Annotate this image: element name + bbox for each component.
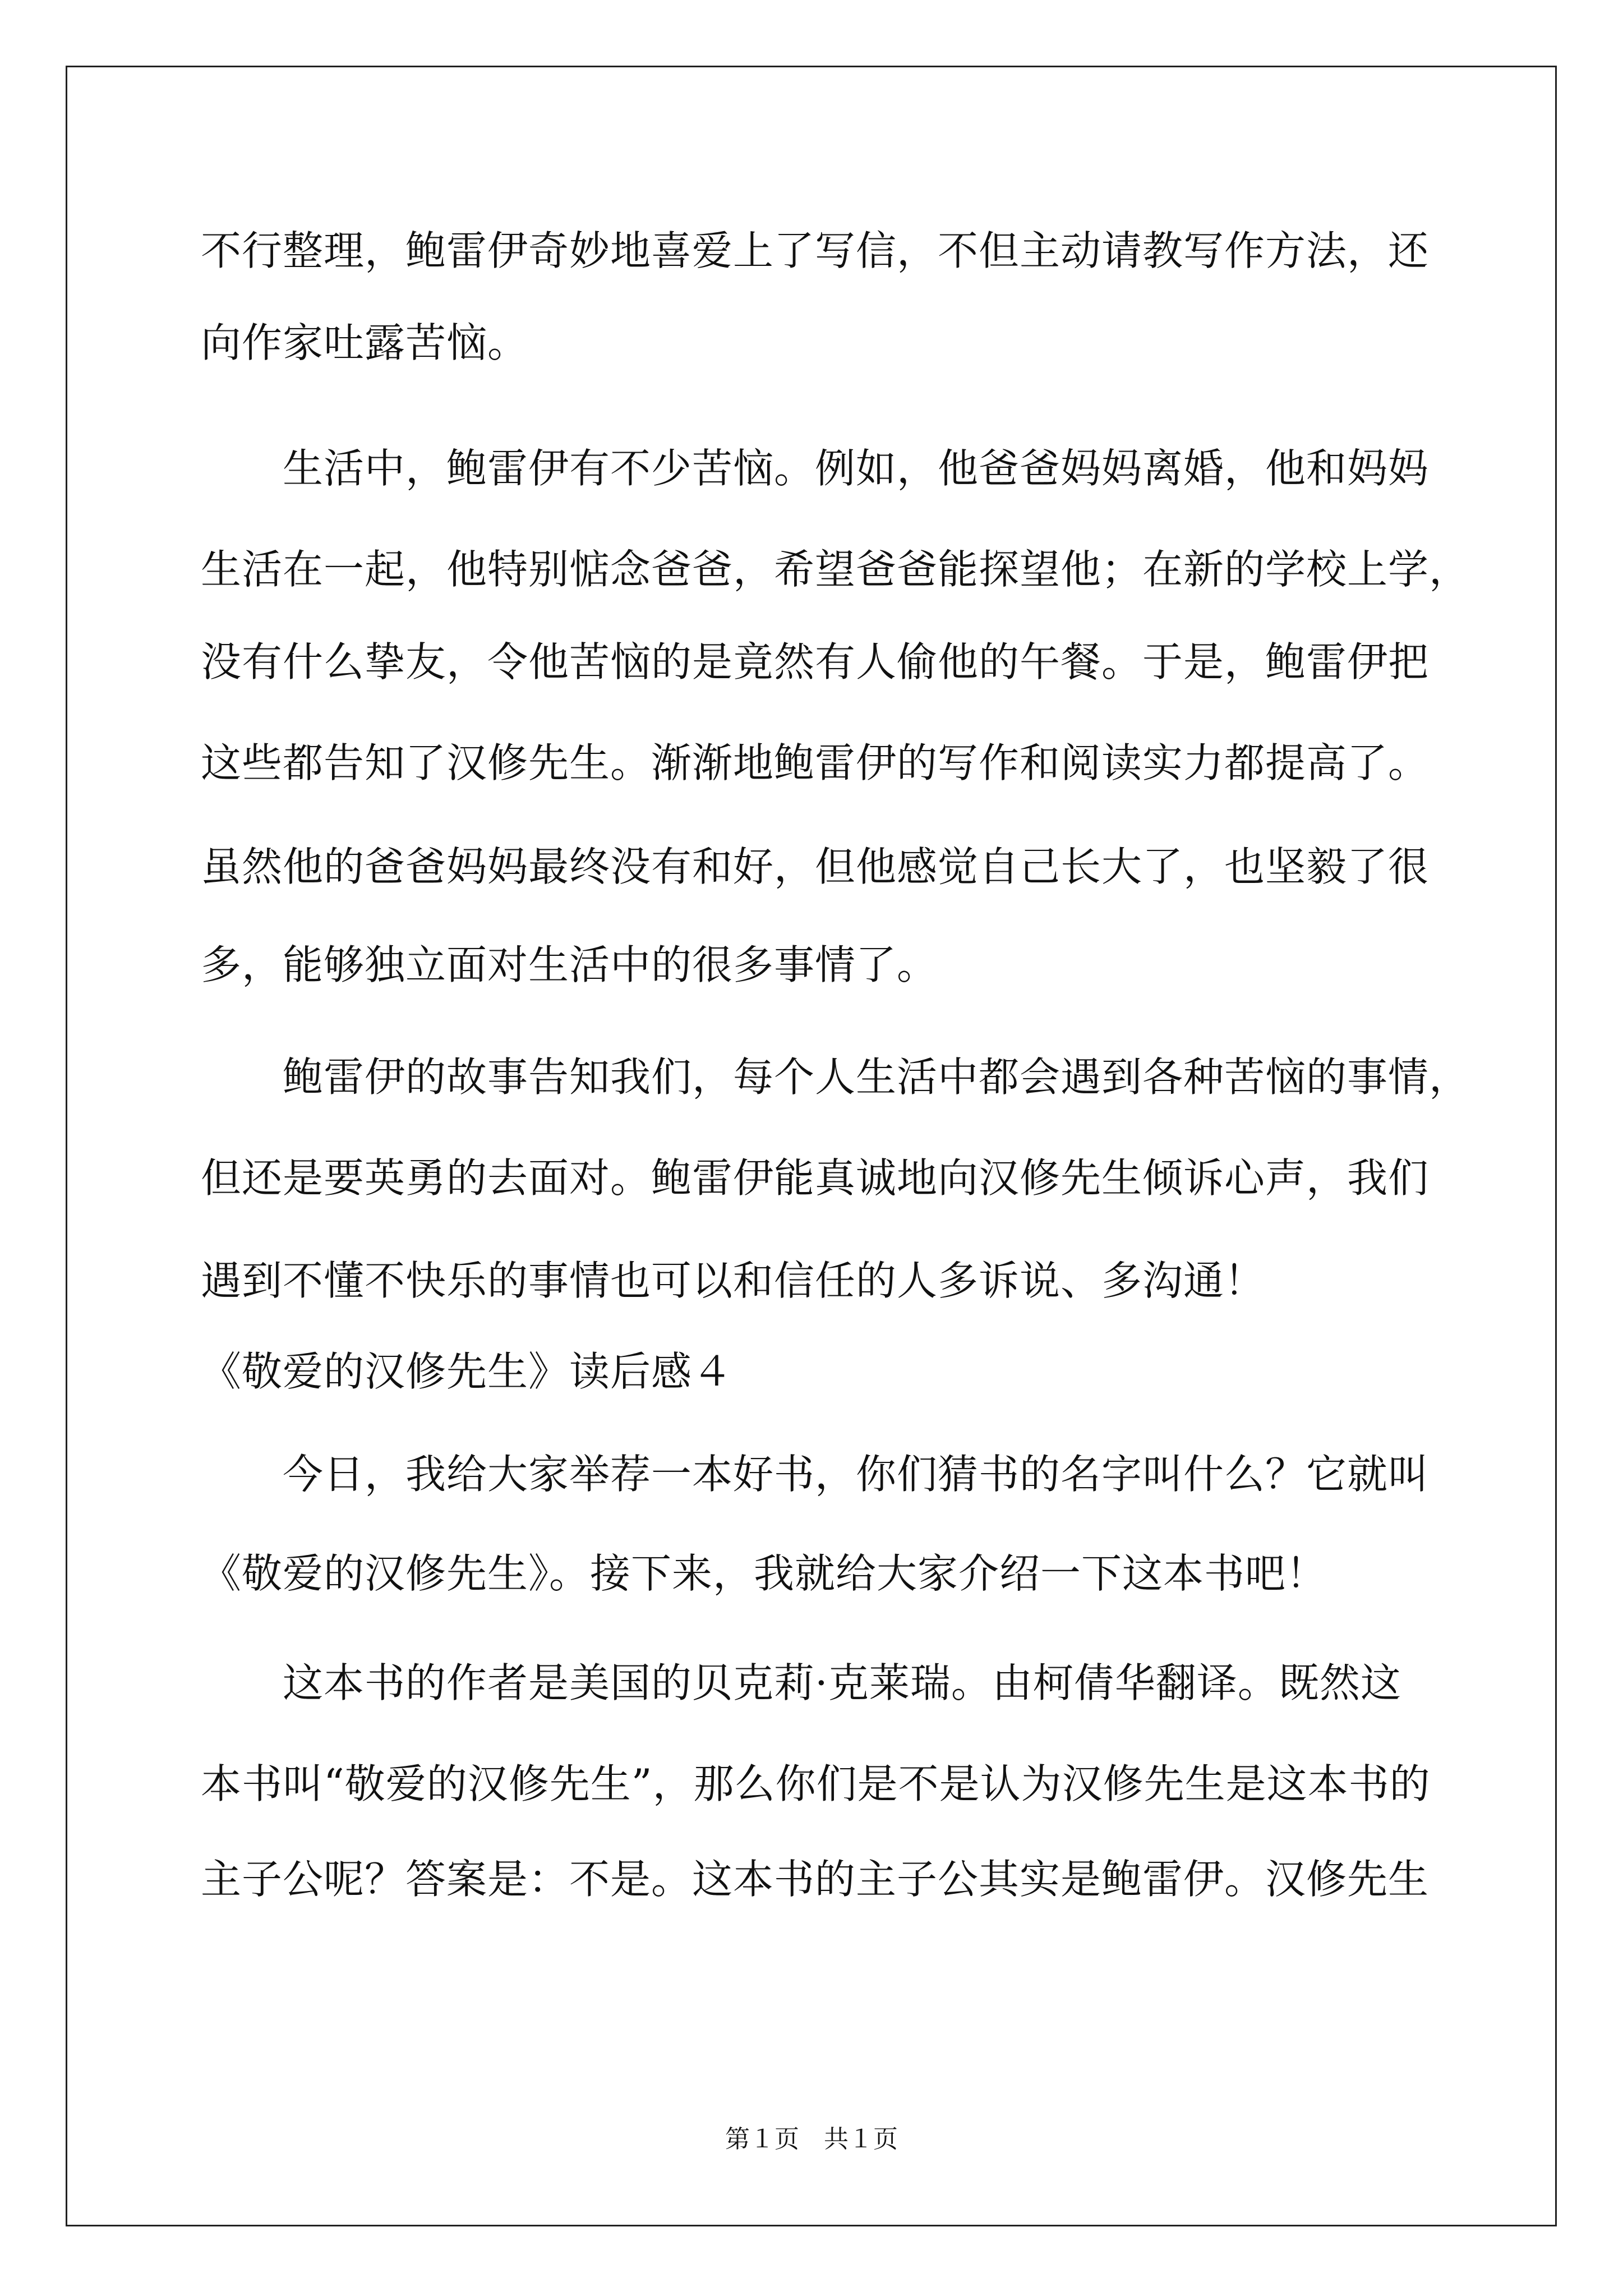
paragraph-first-line: 鲍雷伊的故事告知我们，每个人生活中都会遇到各种苦恼的事情，: [283, 1053, 1470, 1101]
body-line: 不行整理，鲍雷伊奇妙地喜爱上了写信，不但主动请教写作方法，还: [201, 227, 1430, 274]
body-line: 生活在一起，他特别惦念爸爸，希望爸爸能探望他；在新的学校上学，: [201, 546, 1470, 593]
paragraph-first-line: 这本书的作者是美国的贝克莉·克莱瑞。由柯倩华翻译。既然这: [283, 1659, 1401, 1706]
paragraph-first-line: 生活中，鲍雷伊有不少苦恼。例如，他爸爸妈妈离婚，他和妈妈: [283, 445, 1430, 492]
body-line: 没有什么挚友，令他苦恼的是竟然有人偷他的午餐。于是，鲍雷伊把: [201, 638, 1430, 685]
body-line: 向作家吐露苦恼。: [201, 319, 529, 366]
body-line: 《敬爱的汉修先生》。接下来，我就给大家介绍一下这本书吧！: [201, 1550, 1327, 1597]
body-line: 本书叫“敬爱的汉修先生”，那么你们是不是认为汉修先生是这本书的: [201, 1760, 1431, 1807]
body-line: 主子公呢？答案是：不是。这本书的主子公其实是鲍雷伊。汉修先生: [201, 1856, 1430, 1903]
section-heading: 《敬爱的汉修先生》读后感４: [201, 1348, 734, 1395]
page-footer: 第１页 共１页: [725, 2125, 898, 2154]
body-line: 多，能够独立面对生活中的很多事情了。: [201, 941, 938, 988]
body-line: 虽然他的爸爸妈妈最终没有和好，但他感觉自己长大了，也坚毅了很: [201, 843, 1430, 890]
body-line: 这些都告知了汉修先生。渐渐地鲍雷伊的写作和阅读实力都提高了。: [201, 739, 1430, 786]
body-line: 但还是要英勇的去面对。鲍雷伊能真诚地向汉修先生倾诉心声，我们: [201, 1154, 1430, 1202]
paragraph-first-line: 今日，我给大家举荐一本好书，你们猜书的名字叫什么？它就叫: [283, 1451, 1430, 1498]
body-line: 遇到不懂不快乐的事情也可以和信任的人多诉说、多沟通！: [201, 1257, 1266, 1304]
